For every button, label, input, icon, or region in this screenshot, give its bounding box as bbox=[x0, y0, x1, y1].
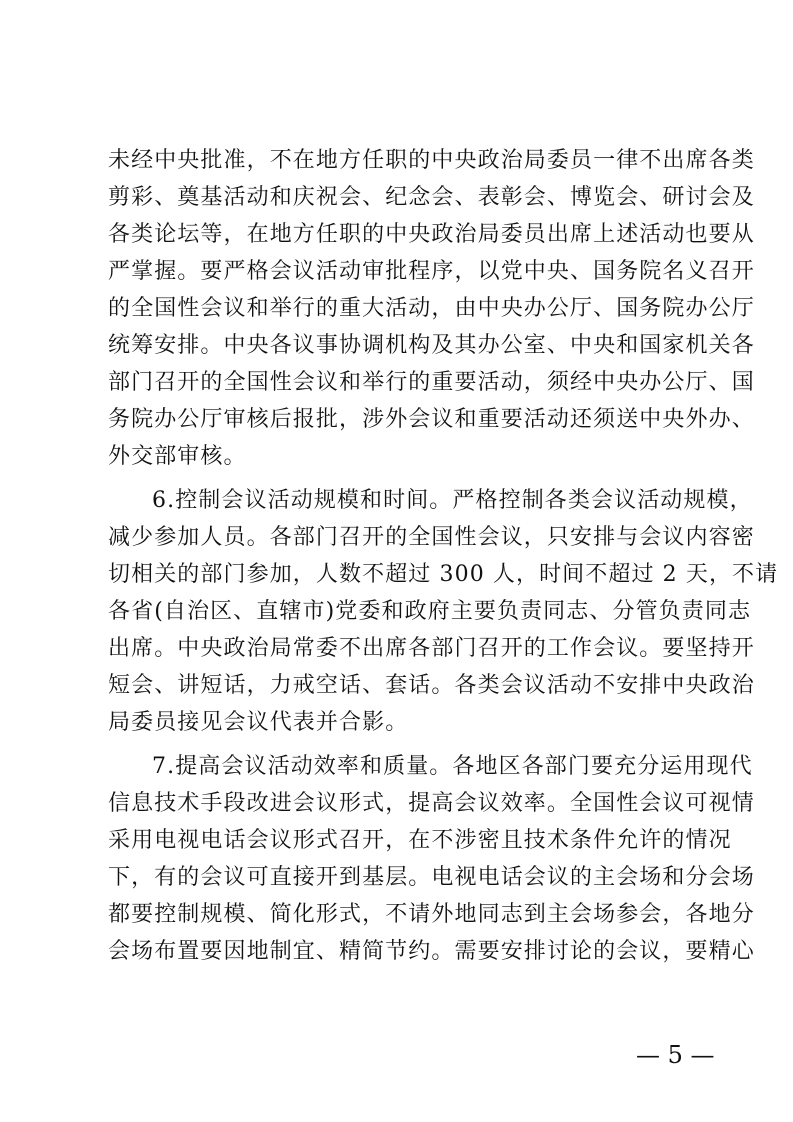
body-text-line-11: 减少参加人员。各部门召开的全国性会议，只安排与会议内容密 bbox=[108, 525, 755, 550]
body-text-line-7: 部门召开的全国性会议和举行的重要活动，须经中央办公厅、国 bbox=[108, 370, 755, 395]
body-text-line-1: 未经中央批准，不在地方任职的中央政治局委员一律不出席各类 bbox=[108, 148, 755, 173]
body-text-line-19: 采用电视电话会议形式召开，在不涉密且技术条件允许的情况 bbox=[108, 828, 732, 853]
body-text-line-8: 务院办公厅审核后报批，涉外会议和重要活动还须送中央外办、 bbox=[108, 407, 755, 432]
body-text-line-18: 信息技术手段改进会议形式，提高会议效率。全国性会议可视情 bbox=[108, 791, 755, 816]
body-text-line-20: 下，有的会议可直接开到基层。电视电话会议的主会场和分会场 bbox=[108, 865, 755, 890]
body-text-line-5: 的全国性会议和举行的重大活动，由中央办公厅、国务院办公厅 bbox=[108, 296, 755, 321]
section-7-heading-line: 7.提高会议活动效率和质量。各地区各部门要充分运用现代 bbox=[152, 754, 753, 779]
body-text-line-16: 局委员接见会议代表并合影。 bbox=[108, 710, 409, 735]
body-text-line-14: 出席。中央政治局常委不出席各部门召开的工作会议。要坚持开 bbox=[108, 636, 755, 661]
body-text-line-2: 剪彩、奠基活动和庆祝会、纪念会、表彰会、博览会、研讨会及 bbox=[108, 185, 755, 210]
body-text-line-3: 各类论坛等，在地方任职的中央政治局委员出席上述活动也要从 bbox=[108, 222, 755, 247]
body-text-line-21: 都要控制规模、简化形式，不请外地同志到主会场参会，各地分 bbox=[108, 902, 755, 927]
section-6-heading-line: 6.控制会议活动规模和时间。严格控制各类会议活动规模， bbox=[152, 488, 753, 513]
body-text-line-22: 会场布置要因地制宜、精简节约。需要安排讨论的会议，要精心 bbox=[108, 939, 755, 964]
body-text-line-4: 严掌握。要严格会议活动审批程序，以党中央、国务院名义召开 bbox=[108, 259, 755, 284]
body-text-line-9: 外交部审核。 bbox=[108, 444, 247, 469]
body-text-line-6: 统筹安排。中央各议事协调机构及其办公室、中央和国家机关各 bbox=[108, 333, 755, 358]
page-number: — 5 — bbox=[636, 1041, 715, 1069]
body-text-line-15: 短会、讲短话，力戒空话、套话。各类会议活动不安排中央政治 bbox=[108, 673, 755, 698]
body-text-line-13: 各省(自治区、直辖市)党委和政府主要负责同志、分管负责同志 bbox=[108, 599, 752, 624]
body-text-line-12: 切相关的部门参加，人数不超过 300 人，时间不超过 2 天，不请 bbox=[108, 562, 779, 587]
